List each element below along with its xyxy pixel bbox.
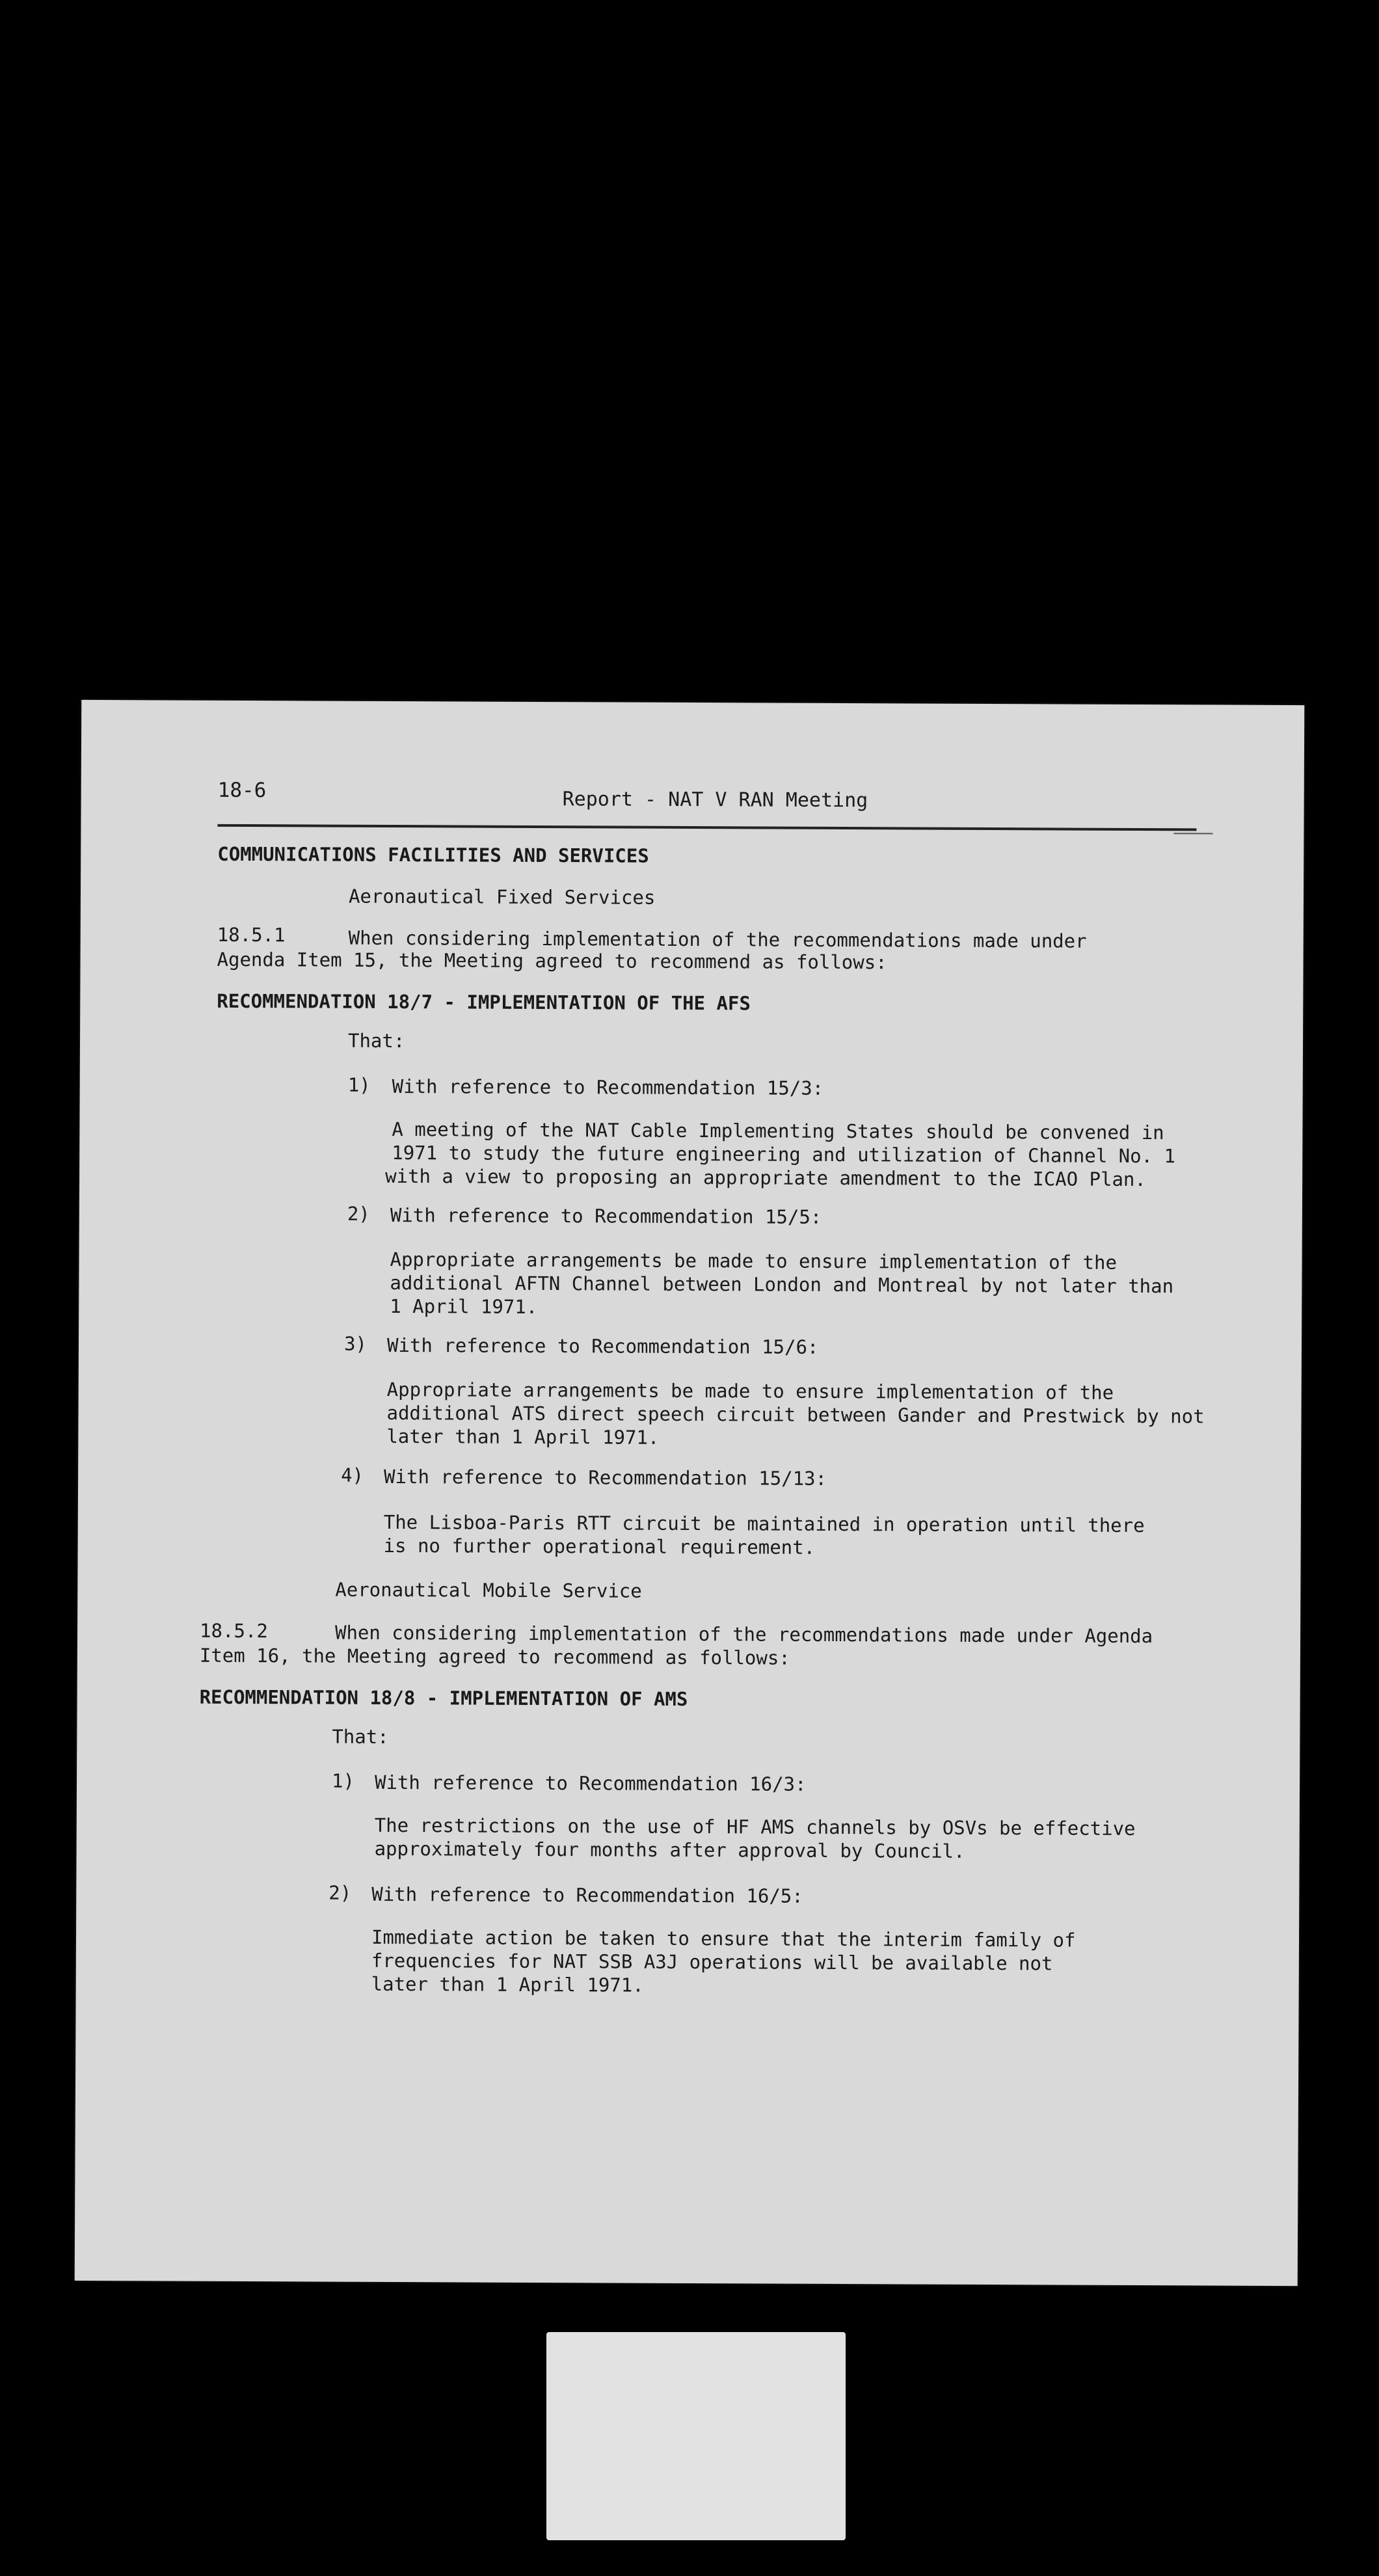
ams-that: That: [332, 1725, 389, 1748]
afs-item-reference: With reference to Recommendation 15/6: [386, 1334, 819, 1358]
afs-recommendation-title: RECOMMENDATION 18/7 - IMPLEMENTATION OF THE AFS [217, 989, 751, 1015]
ams-heading: Aeronautical Mobile Service [335, 1578, 642, 1602]
afs-item-number: 1) [347, 1073, 371, 1096]
page-number: 18-6 [217, 778, 267, 803]
running-head: Report - NAT V RAN Meeting [562, 788, 868, 812]
header-rule-tail [1173, 833, 1212, 834]
blank-card [546, 2332, 846, 2540]
afs-item-line: is no further operational requirement. [383, 1534, 816, 1559]
afs-item-line: additional ATS direct speech circuit between Gander and Prestwick by not [386, 1401, 1205, 1428]
ams-recommendation-title: RECOMMENDATION 18/8 - IMPLEMENTATION OF AMS [199, 1685, 688, 1710]
afs-item-line: later than 1 April 1971. [386, 1425, 660, 1449]
ams-item-line: approximately four months after approval by Council. [374, 1837, 965, 1862]
afs-that: That: [347, 1029, 405, 1053]
afs-para-number: 18.5.1 [217, 923, 286, 946]
ams-item-line: Immediate action be taken to ensure that the interim family of [371, 1925, 1076, 1952]
afs-item-line: The Lisboa-Paris RTT circuit be maintained in operation until there [383, 1510, 1145, 1537]
document-page [75, 700, 1305, 2286]
afs-para-line: Agenda Item 15, the Meeting agreed to recommend as follows: [217, 948, 887, 974]
afs-item-number: 2) [347, 1202, 370, 1225]
ams-para-line: When considering implementation of the recommendations made under Agenda [334, 1621, 1153, 1648]
afs-item-reference: With reference to Recommendation 15/13: [384, 1465, 827, 1490]
afs-para-line: When considering implementation of the recommendations made under [348, 926, 1087, 952]
section-title: COMMUNICATIONS FACILITIES AND SERVICES [217, 842, 649, 867]
afs-item-line: Appropriate arrangements be made to ensure implementation of the [386, 1378, 1114, 1404]
ams-item-reference: With reference to Recommendation 16/5: [371, 1883, 803, 1907]
afs-item-reference: With reference to Recommendation 15/3: [392, 1075, 824, 1099]
ams-para-line: Item 16, the Meeting agreed to recommend as follows: [199, 1644, 790, 1669]
afs-item-line: additional AFTN Channel between London and Montreal by not later than [390, 1271, 1174, 1298]
header-rule [217, 824, 1196, 831]
afs-item-number: 3) [343, 1332, 367, 1355]
ams-item-number: 1) [331, 1769, 355, 1792]
afs-item-reference: With reference to Recommendation 15/5: [390, 1203, 822, 1228]
ams-item-reference: With reference to Recommendation 16/3: [374, 1771, 807, 1795]
ams-item-number: 2) [328, 1881, 352, 1904]
ams-item-line: later than 1 April 1971. [371, 1972, 644, 1996]
afs-item-line: 1 April 1971. [390, 1295, 538, 1318]
ams-item-line: frequencies for NAT SSB A3J operations will be available not [371, 1949, 1053, 1975]
afs-item-line: 1971 to study the future engineering and utilization of Channel No. 1 [392, 1141, 1176, 1168]
afs-item-line: with a view to proposing an appropriate amendment to the ICAO Plan. [385, 1164, 1146, 1191]
ams-para-number: 18.5.2 [199, 1619, 268, 1643]
afs-item-line: Appropriate arrangements be made to ensure implementation of the [390, 1248, 1118, 1274]
afs-item-line: A meeting of the NAT Cable Implementing States should be convened in [392, 1118, 1164, 1144]
afs-item-number: 4) [341, 1464, 364, 1486]
afs-heading: Aeronautical Fixed Services [348, 885, 656, 909]
ams-item-line: The restrictions on the use of HF AMS channels by OSVs be effective [374, 1814, 1136, 1840]
